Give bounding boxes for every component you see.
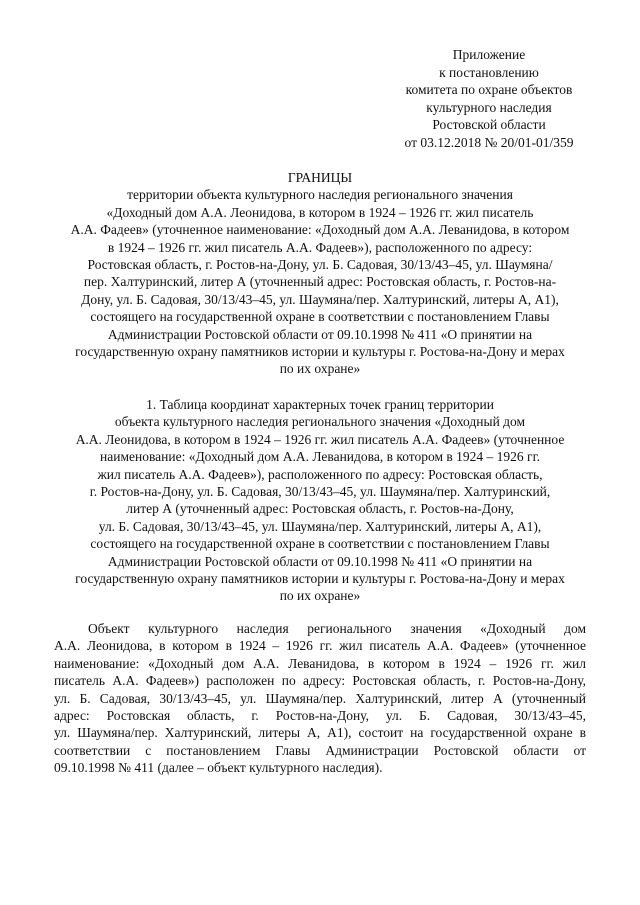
title-line: Дону, ул. Б. Садовая, 30/13/43–45, ул. Шаумяна/пер. Халтуринский, литеры А, А1), — [81, 291, 559, 307]
section-heading — [40, 396, 600, 605]
section-line: государственную охрану памятников истории и культуры г. Ростова-на-Дону и мерах — [75, 571, 565, 587]
section-line: Администрации Ростовской области от 09.10.1998 № 411 «О принятии на — [107, 553, 533, 569]
section-line: ул. Б. Садовая, 30/13/43–45, ул. Шаумяна/пер. Халтуринский, литеры А, А1), — [98, 518, 542, 534]
appendix-line: Приложение — [452, 47, 526, 62]
body-line: А.А. Леонидова, в котором в 1924 – 1926 гг. жил писатель А.А. Фадеев» (уточненное — [54, 638, 586, 654]
body-line: ул. Шаумяна/пер. Халтуринский, литеры А, А1), состоит на государственной охране в — [54, 725, 586, 741]
body-line: соответствии с постановлением Главы Администрации Ростовской области от — [54, 742, 586, 758]
title-line: Администрации Ростовской области от 09.10.1998 № 411 «О принятии на — [107, 326, 533, 342]
section-line: А.А. Леонидова, в котором в 1924 – 1926 гг. жил писатель А.А. Фадеев» (уточненное — [75, 431, 565, 447]
appendix-line: комитета по охране объектов — [405, 82, 573, 98]
section-line: наименование: «Доходный дом А.А. Леванидова, в котором в 1924 – 1926 гг. — [100, 449, 540, 465]
title-line: «Доходный дом А.А. Леонидова, в котором в 1924 – 1926 гг. жил писатель — [106, 204, 534, 220]
title-line: государственную охрану памятников истории и культуры г. Ростова-на-Дону и мерах — [75, 344, 565, 360]
appendix-line: Ростовской области — [432, 117, 546, 133]
appendix-line: культурного наследия — [426, 99, 552, 115]
title-line: территории объекта культурного наследия регионального значения — [127, 187, 513, 203]
body-line: 09.10.1998 № 411 (далее – объект культурного наследия). — [54, 760, 383, 776]
title-line: состоящего на государственной охране в соответствии с постановлением Главы — [90, 309, 550, 325]
title-line: пер. Халтуринский, литер А (уточненный адрес: Ростовская область, г. Ростов-на- — [83, 274, 557, 290]
section-line: по их охране» — [279, 588, 361, 604]
title-line: по их охране» — [279, 361, 361, 377]
section-line: 1. Таблица координат характерных точек границ территории — [146, 397, 494, 412]
body-line: адрес: Ростовская область, г. Ростов-на-Дону, ул. Б. Садовая, 30/13/43–45, — [54, 708, 586, 724]
section-line: жил писатель А.А. Фадеев»), расположенного по адресу: Ростовская область, — [97, 466, 543, 482]
appendix-line: от 03.12.2018 № 20/01-01/359 — [404, 134, 574, 150]
body-paragraph — [54, 620, 586, 777]
title-line: в 1924 – 1926 гг. жил писатель А.А. Фадеев»), расположенного по адресу: — [107, 239, 533, 255]
body-line: Объект культурного наследия регионального значения «Доходный дом — [88, 621, 586, 636]
body-line: писатель А.А. Фадеев») расположен по адресу: Ростовская область, г. Ростов-на-Дону, — [54, 673, 586, 689]
body-line: ул. Б. Садовая, 30/13/43–45, ул. Шаумяна/пер. Халтуринский, литер А (уточненный — [54, 690, 586, 706]
section-line: литер А (уточненный адрес: Ростовская область, г. Ростов-на-Дону, — [126, 501, 514, 517]
document-title — [40, 169, 600, 378]
appendix-line: к постановлению — [439, 64, 539, 80]
section-line: состоящего на государственной охране в соответствии с постановлением Главы — [90, 536, 550, 552]
appendix-header — [380, 46, 598, 152]
section-line: г. Ростов-на-Дону, ул. Б. Садовая, 30/13/43–45, ул. Шаумяна/пер. Халтуринский, — [89, 484, 551, 500]
section-line: объекта культурного наследия регионального значения «Доходный дом — [114, 414, 526, 430]
body-line: наименование: «Доходный дом А.А. Леванидова, в котором в 1924 – 1926 гг. жил — [54, 655, 586, 671]
title-heading: ГРАНИЦЫ — [287, 170, 353, 185]
title-line: А.А. Фадеев» (уточненное наименование: «Доходный дом А.А. Леванидова, в котором — [70, 222, 570, 238]
title-line: Ростовская область, г. Ростов-на-Дону, ул. Б. Садовая, 30/13/43–45, ул. Шаумяна/ — [87, 257, 553, 273]
